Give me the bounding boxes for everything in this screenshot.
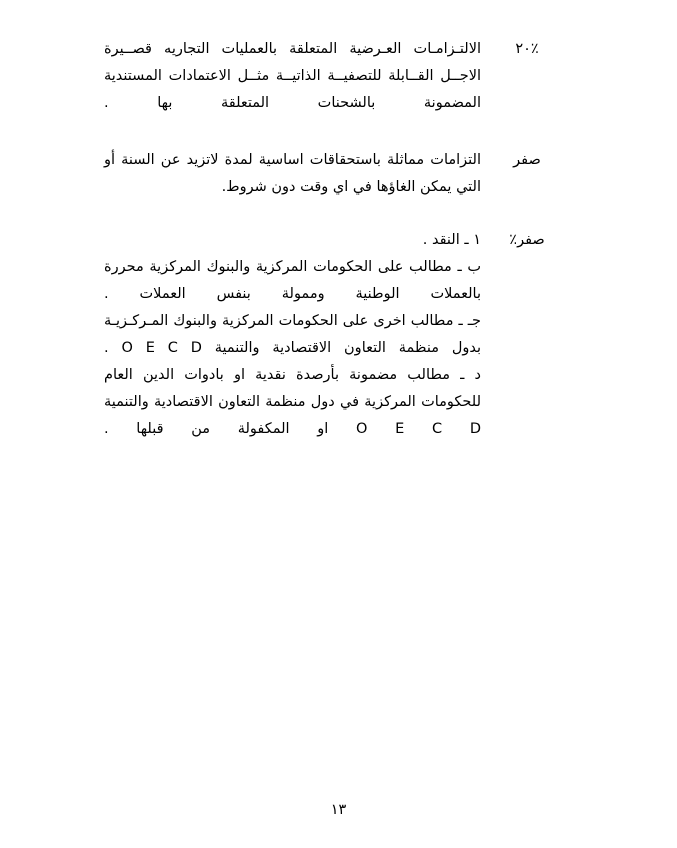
list-item: د ـ مطالب مضمونة بأرصدة نقدية او بادوات الدين العام للحكومات المركزية في دول منظمة التعاون الاقتصادية والتنمية O E C D او المكفولة من قبلها . <box>104 367 481 437</box>
row-label-zero-percent: صفر٪ <box>509 232 545 248</box>
list-item: ١ ـ النقد . <box>422 232 481 248</box>
paragraph: التزامات مماثلة باستحقاقات اساسية لمدة لاتزيد عن السنة أو التي يمكن الغاؤها في اي وقت دون شروط. <box>104 152 481 195</box>
table-row <box>104 227 573 443</box>
table-row <box>104 36 573 117</box>
paragraph: الالتـزامـات العـرضية المتعلقة بالعمليات التجاريه قصــيرة الاجــل القــابلة للتصفيــة الذاتيــة مثــل الاعتمادات المستندية المضمونة بالشحنات المتعلقة بها . <box>104 41 481 111</box>
row-label-percent-20: ٪٢٠ <box>515 41 539 57</box>
page-number: ١٣ <box>330 802 347 818</box>
row-body-zero <box>104 147 481 201</box>
spacer <box>104 135 573 147</box>
list-item: ب ـ مطالب على الحكومات المركزية والبنوك المركزية محررة بالعملات الوطنية وممولة بنفس العملات . <box>104 259 481 302</box>
spacer <box>104 219 573 227</box>
row-body-percent-20 <box>104 36 481 117</box>
row-body-zero-percent <box>104 227 481 443</box>
list-item: جـ ـ مطالب اخرى على الحكومات المركزية والبنوك المـركـزيـة بدول منظمة التعاون الاقتصادية والتنمية O E C D . <box>104 313 482 356</box>
table-row <box>104 147 573 201</box>
row-label-zero: صفر <box>513 152 541 168</box>
